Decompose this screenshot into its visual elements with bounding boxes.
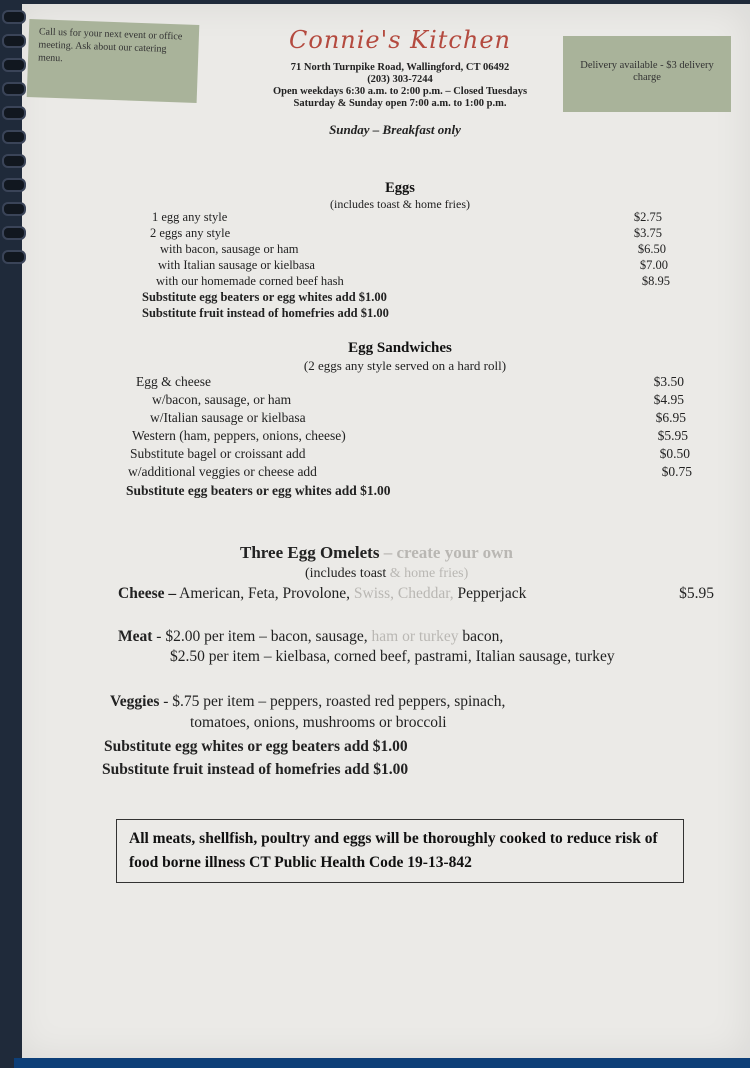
eggs-substitute-note: Substitute fruit instead of homefries add $1.00 (142, 306, 389, 320)
catering-note-box (27, 19, 200, 103)
eggs-price: $7.00 (639, 258, 668, 272)
meat-line1-end: bacon, (462, 628, 504, 645)
restaurant-phone: (203) 303-7244 (367, 74, 433, 85)
meat-line1-faded: ham or turkey (371, 628, 459, 645)
binding-ring (2, 202, 26, 216)
eggs-title: Eggs (385, 180, 415, 196)
cheese-list-faded: Swiss, Cheddar, (353, 585, 454, 602)
sandwich-item: w/additional veggies or cheese add (128, 464, 317, 479)
omelet-substitute-note: Substitute fruit instead of homefries add $1.00 (102, 761, 409, 778)
sandwich-price: $4.95 (653, 392, 684, 407)
omelets-title: Three Egg Omelets (240, 543, 380, 562)
omelets-subtitle-b: & home fries) (389, 566, 469, 581)
eggs-item: with Italian sausage or kielbasa (158, 258, 315, 272)
sandwich-price: $5.95 (657, 428, 688, 443)
eggs-substitute-note: Substitute egg beaters or egg whites add $1.00 (142, 290, 387, 304)
cheese-label: Cheese – (118, 585, 177, 602)
eggs-price: $6.50 (637, 242, 666, 256)
eggs-price: $3.75 (633, 226, 662, 240)
omelets-subtitle-a: (includes toast (305, 566, 387, 581)
eggs-price: $2.75 (633, 210, 662, 224)
delivery-note: Delivery available - $3 delivery charge (580, 60, 714, 83)
binding-ring (2, 10, 26, 24)
omelet-substitute-note: Substitute egg whites or egg beaters add $1.00 (104, 738, 408, 755)
catering-note: Call us for your next event or office meeting. Ask about our catering menu. (37, 26, 183, 65)
binding-ring (2, 178, 26, 192)
sandwich-item: w/Italian sausage or kielbasa (150, 410, 306, 425)
binding-ring (2, 106, 26, 120)
veggies-label: Veggies (110, 693, 160, 710)
sandwich-price: $0.50 (659, 446, 690, 461)
meat-line2: $2.50 per item – kielbasa, corned beef, pastrami, Italian sausage, turkey (170, 648, 615, 665)
eggs-item: 2 eggs any style (150, 226, 231, 240)
binding-ring (2, 154, 26, 168)
omelets-title-suffix: – create your own (383, 543, 513, 562)
eggs-subtitle: (includes toast & home fries) (330, 197, 470, 211)
meat-line1: - $2.00 per item – bacon, sausage, (156, 628, 368, 645)
binding-ring (2, 250, 26, 264)
spiral-binding (0, 0, 22, 1068)
sandwich-item: Egg & cheese (136, 374, 211, 389)
sandwich-price: $0.75 (661, 464, 692, 479)
binding-ring (2, 58, 26, 72)
sunday-note: Sunday – Breakfast only (329, 122, 461, 137)
eggs-price: $8.95 (641, 274, 670, 288)
sandwich-substitute-note: Substitute egg beaters or egg whites add $1.00 (126, 483, 391, 498)
restaurant-address: 71 North Turnpike Road, Wallingford, CT 06492 (290, 62, 510, 73)
hours-weekend: Saturday & Sunday open 7:00 a.m. to 1:00 p.m. (293, 98, 507, 109)
veggies-line2: tomatoes, onions, mushrooms or broccoli (190, 714, 447, 731)
eggs-item: with our homemade corned beef hash (156, 274, 344, 288)
sandwich-price: $3.50 (653, 374, 684, 389)
cheese-list-end: Pepperjack (457, 585, 527, 602)
cheese-price: $5.95 (679, 585, 714, 602)
sandwich-item: Western (ham, peppers, onions, cheese) (132, 428, 346, 443)
omelets-subtitle (305, 566, 468, 582)
binding-ring (2, 226, 26, 240)
health-code-notice: All meats, shellfish, poultry and eggs will be thoroughly cooked to reduce risk of food borne illness CT Public Health Code 19-13-842 (116, 819, 684, 883)
omelets-title-line (240, 543, 513, 563)
omelet-meat-line (118, 628, 503, 646)
menu-page (14, 4, 750, 1060)
sandwiches-title: Egg Sandwiches (348, 340, 452, 356)
binding-ring (2, 82, 26, 96)
sandwich-item: w/bacon, sausage, or ham (152, 392, 292, 407)
binding-ring (2, 34, 26, 48)
sandwiches-subtitle: (2 eggs any style served on a hard roll) (303, 358, 507, 373)
omelet-cheese-line (118, 585, 526, 603)
omelet-veggies-line (110, 693, 505, 711)
table-surface (14, 1058, 750, 1068)
hours-weekday: Open weekdays 6:30 a.m. to 2:00 p.m. – Closed Tuesdays (272, 86, 528, 97)
restaurant-name: Connie's Kitchen (289, 26, 511, 54)
sandwich-price: $6.95 (655, 410, 686, 425)
eggs-item: with bacon, sausage or ham (160, 242, 299, 256)
eggs-item: 1 egg any style (152, 210, 228, 224)
binding-ring (2, 130, 26, 144)
cheese-list: American, Feta, Provolone, (179, 585, 351, 602)
sandwich-item: Substitute bagel or croissant add (130, 446, 306, 461)
veggies-line1: - $.75 per item – peppers, roasted red peppers, spinach, (163, 693, 506, 710)
meat-label: Meat (118, 628, 153, 645)
